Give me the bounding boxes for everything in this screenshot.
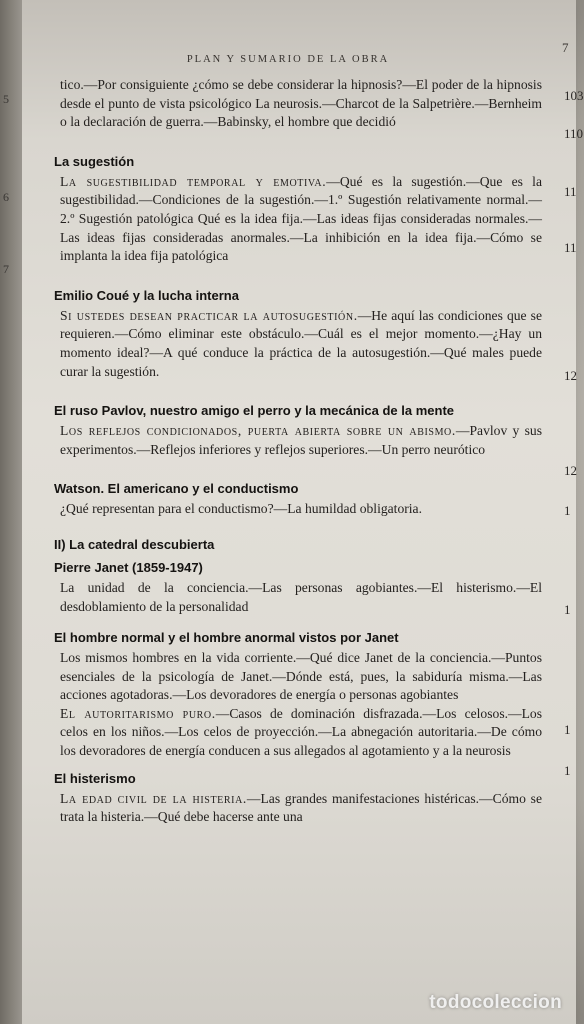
entry-title: Emilio Coué y la lucha interna	[54, 287, 239, 303]
entry-page-number: 11	[564, 239, 577, 255]
entry-title: Pierre Janet (1859-1947)	[54, 559, 203, 575]
entry-text: —Casos de dominación disfrazada.—Los celosos.—Los celos en los niños.—Los celos de proyección.—La abnegación autoritaria.—De cómo los devoradores de energía conducen a sus allegados al agotamiento y a la neurosis	[60, 705, 542, 759]
gutter-mark: 7	[3, 262, 9, 276]
entry-page-number: 1	[564, 503, 571, 519]
toc-entry-coue	[54, 287, 577, 383]
entry-page-number: 1	[564, 762, 571, 778]
toc-entry-watson	[54, 481, 571, 519]
entry-title: Watson. El americano y el conductismo	[54, 481, 299, 497]
entry-text: —Pavlov y sus experimentos.—Reflejos inferiores y reflejos superiores.—Un perro neurótico	[60, 423, 543, 457]
table-of-contents	[54, 74, 584, 827]
previous-page-edge	[0, 0, 22, 1024]
entry-page-number: 12	[564, 367, 577, 383]
toc-entry-continuation	[54, 76, 584, 141]
gutter-mark: 6	[3, 190, 9, 204]
part-title: II) La catedral descubierta	[54, 536, 215, 552]
entry-text: —He aquí las condiciones que se requieren.—Cómo eliminar este obstáculo.—Cuál es el mejor momento.—¿Hay un momento ideal?—A qué conduce la práctica de la autosugestión.—Qué males puede curar la sugestión.	[60, 307, 543, 379]
entry-title: El hombre normal y el hombre anormal vistos por Janet	[54, 630, 399, 646]
watermark: todocoleccion	[429, 992, 562, 1013]
entry-text: tico.—Por consiguiente ¿cómo se debe considerar la hipnosis?—El poder de la hipnosis desde el punto de vista psicológico La neurosis.—Charcot de la Salpetrière.—Bernheim o la declaración de guerra.—Babinsky, el hombre que decidió	[60, 77, 542, 130]
toc-entry-janet	[54, 559, 571, 617]
entry-text: —Las grandes manifestaciones histéricas.—Cómo se trata la histeria.—Qué debe hacerse ante una	[60, 790, 542, 825]
entry-page-number: 1	[564, 601, 571, 617]
gutter-mark: 5	[3, 92, 9, 106]
entry-page-number: 103	[564, 88, 584, 103]
entry-text: La unidad de la conciencia.—Las personas agobiantes.—El histerismo.—El desdoblamiento de la personalidad	[60, 579, 542, 614]
entry-title: El histerismo	[54, 770, 136, 786]
entry-lead: El autoritarismo puro.	[60, 705, 216, 721]
entry-text: —Qué es la sugestión.—Que es la sugestibilidad.—Condiciones de la sugestión.—1.º Sugestión relativamente normal.—2.º Sugestión patológica Qué es la idea fija.—Las ideas fijas consideradas normales.—Las ideas fijas consideradas anormales.—La inhibición en la idea fija.—Cómo se implanta la idea fija patológica	[60, 173, 542, 264]
entry-page-number: 110	[564, 126, 584, 141]
running-header: PLAN Y SUMARIO DE LA OBRA	[186, 54, 390, 65]
page-number: 7	[562, 40, 569, 55]
entry-text: Los mismos hombres en la vida corriente.—Qué dice Janet de la conciencia.—Puntos esenciales de la psicología de Janet.—Dónde está, pues, la sabiduría misma.—Las acciones agotadoras.—Los devoradores de energía o personas agobiantes	[60, 650, 542, 703]
entry-lead: Los reflejos condicionados, puerta abierta sobre un abismo.	[60, 423, 456, 439]
entry-lead: La sugestibilidad temporal y emotiva.	[60, 173, 327, 189]
toc-entry-pavlov	[54, 403, 577, 479]
entry-page-number: 11	[564, 183, 577, 199]
entry-lead: Si ustedes desean practicar la autosugestión.	[60, 307, 358, 323]
toc-entry-hombre-normal	[54, 630, 571, 761]
entry-page-number: 12	[564, 463, 577, 479]
entry-title: El ruso Pavlov, nuestro amigo el perro y la mecánica de la mente	[54, 403, 455, 419]
entry-lead: La edad civil de la histeria.	[60, 790, 247, 806]
toc-entry-histerismo	[54, 762, 571, 827]
entry-page-number: 1	[564, 722, 571, 738]
entry-text: ¿Qué representan para el conductismo?—La humildad obligatoria.	[60, 501, 422, 517]
toc-part-heading	[54, 537, 542, 552]
entry-title: La sugestión	[54, 153, 135, 169]
toc-entry-sugestion	[54, 153, 577, 266]
